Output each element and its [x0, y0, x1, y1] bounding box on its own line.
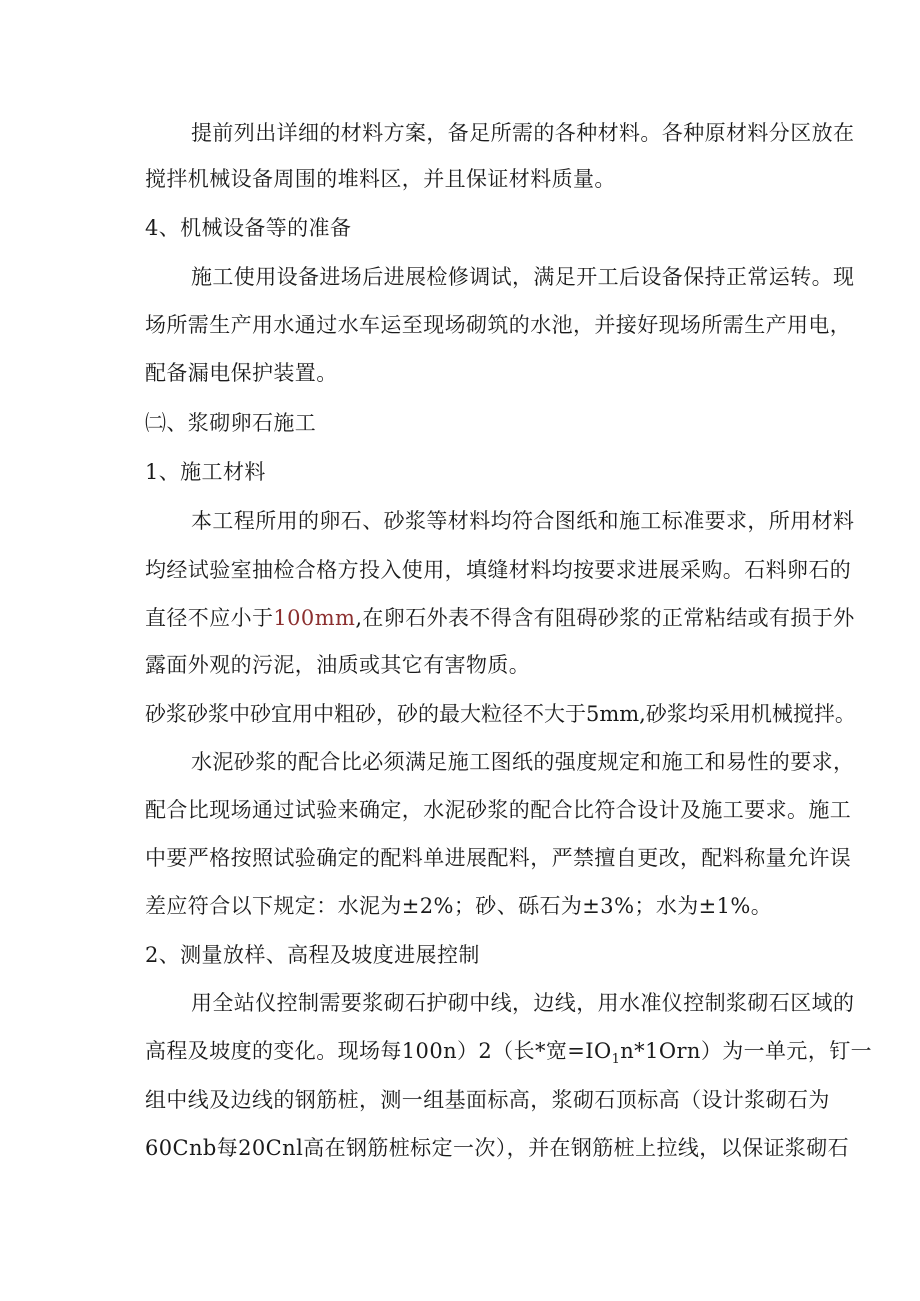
para6-line2-subscript: 1	[611, 1052, 621, 1068]
para3-line3	[145, 603, 855, 633]
para5-line4: 差应符合以下规定：水泥为±2%；砂、砾石为±3%；水为±1%。	[145, 894, 773, 918]
para3-line1: 本工程所用的卵石、砂浆等材料均符合图纸和施工标准要求，所用材料	[191, 509, 855, 533]
para6-line3: 组中线及边线的钢筋桩，测一组基面标高，浆砌石顶标高（设计浆砌石为	[145, 1088, 830, 1112]
para2-line1: 施工使用设备进场后进展检修调试，满足开工后设备保持正常运转。现	[191, 265, 855, 289]
para6-line1: 用全站仪控制需要浆砌石护砌中线，边线，用水准仪控制浆砌石区域的	[191, 991, 855, 1015]
para3-line2: 均经试验室抽检合格方投入使用，填缝材料均按要求进展采购。石料卵石的	[145, 558, 852, 582]
heading-2: 2、测量放样、高程及坡度进展控制	[145, 943, 480, 967]
heading-4: 4、机械设备等的准备	[145, 216, 352, 240]
para3-line3-b: ,在卵石外表不得含有阻碍砂浆的正常粘结或有损于外	[355, 606, 855, 630]
para4: 砂浆砂浆中砂宜用中粗砂，砂的最大粒径不大于5mm,砂浆均采用机械搅拌。	[145, 702, 856, 726]
para6-line2-b: n*1Orn）为一单元，钉一	[620, 1039, 873, 1063]
para2-line2: 场所需生产用水通过水车运至现场砌筑的水池，并接好现场所需生产用电，	[145, 313, 852, 337]
para2-line3: 配备漏电保护装置。	[145, 361, 338, 385]
heading-section2: ㈡、浆砌卵石施工	[145, 411, 317, 435]
para3-line4: 露面外观的污泥，油质或其它有害物质。	[145, 653, 531, 677]
para1-line1: 提前列出详细的材料方案，备足所需的各种材料。各种原材料分区放在	[191, 121, 855, 145]
diameter-value: 100mm	[273, 606, 356, 630]
para5-line2: 配合比现场通过试验来确定，水泥砂浆的配合比符合设计及施工要求。施工	[145, 798, 852, 822]
para5-line1: 水泥砂浆的配合比必须满足施工图纸的强度规定和施工和易性的要求，	[191, 750, 855, 774]
para6-line4: 60Cnb每20Cnl高在钢筋桩标定一次），并在钢筋桩上拉线，以保证浆砌石	[145, 1136, 850, 1160]
para3-line3-a: 直径不应小于	[145, 606, 274, 630]
para6-line2	[145, 1036, 872, 1066]
heading-1: 1、施工材料	[145, 460, 266, 484]
para6-line2-a: 高程及坡度的变化。现场每100n）2（长*宽=IO	[145, 1039, 612, 1063]
para5-line3: 中要严格按照试验确定的配料单进展配料，严禁擅自更改，配料称量允许误	[145, 846, 852, 870]
para1-line2: 搅拌机械设备周围的堆料区，并且保证材料质量。	[145, 167, 616, 191]
